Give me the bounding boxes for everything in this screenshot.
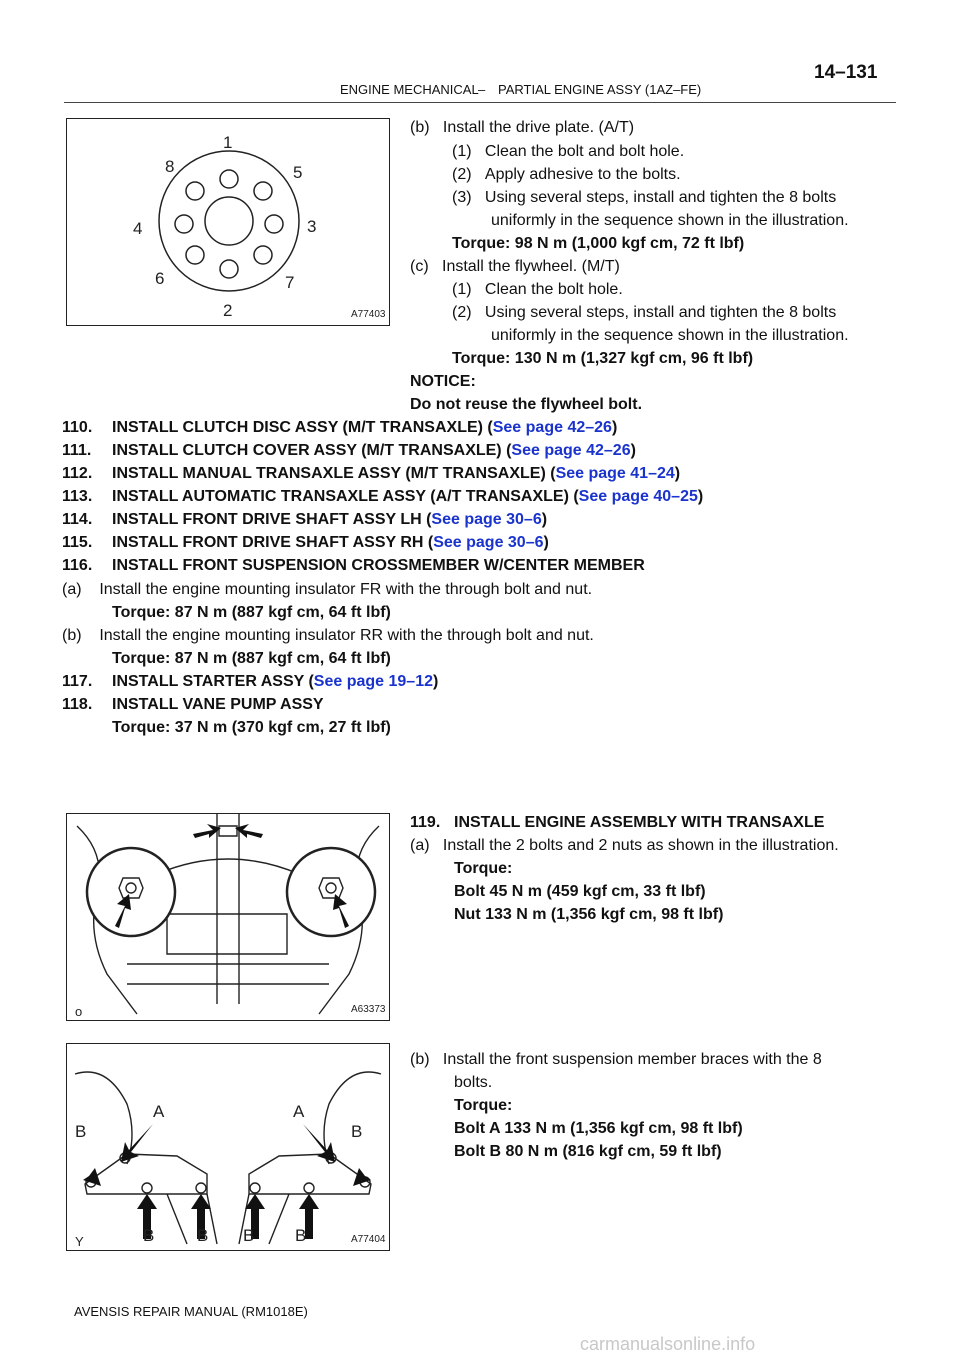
torque-drive-plate: Torque: 98 N m (1,000 kgf cm, 72 ft lbf) xyxy=(452,235,745,252)
step-119b-cont: bolts. xyxy=(454,1074,493,1091)
step-c-flywheel: (c) Install the flywheel. (M/T) xyxy=(410,258,620,275)
link-see-page-42-26[interactable]: See page 42–26 xyxy=(511,442,631,459)
label-bolt-b-1: B xyxy=(143,1226,155,1245)
step-111: INSTALL CLUTCH COVER ASSY (M/T TRANSAXLE) (See page 42–26) xyxy=(112,442,636,459)
label-bolt-a-left: A xyxy=(153,1102,165,1121)
step-117-num: 117. xyxy=(62,673,93,690)
torque-116a: Torque: 87 N m (887 kgf cm, 64 ft lbf) xyxy=(112,604,391,621)
step-b3: (3) Using several steps, install and tighten the 8 bolts xyxy=(452,189,837,206)
torque-119a-label: Torque: xyxy=(454,860,513,877)
header-dash: – xyxy=(478,82,486,97)
step-113: INSTALL AUTOMATIC TRANSAXLE ASSY (A/T TRANSAXLE) (See page 40–25) xyxy=(112,488,704,505)
torque-119b-label: Torque: xyxy=(454,1097,513,1114)
torque-119b-bolt-b: Bolt B 80 N m (816 kgf cm, 59 ft lbf) xyxy=(454,1143,722,1160)
step-113-num: 113. xyxy=(62,488,93,505)
step-119-title: INSTALL ENGINE ASSEMBLY WITH TRANSAXLE xyxy=(454,814,825,831)
bolt-label-7: 7 xyxy=(285,273,295,292)
figure-id: A77403 xyxy=(351,309,386,320)
figure-bolt-sequence xyxy=(66,118,390,326)
notice-text: Do not reuse the flywheel bolt. xyxy=(410,396,643,413)
step-b-drive-plate: (b) Install the drive plate. (A/T) xyxy=(410,119,635,136)
figure-corner-mark: o xyxy=(75,1004,83,1019)
step-110: INSTALL CLUTCH DISC ASSY (M/T TRANSAXLE) (See page 42–26) xyxy=(112,419,618,436)
label-bolt-b-left: B xyxy=(75,1122,87,1141)
step-c2: (2) Using several steps, install and tighten the 8 bolts xyxy=(452,304,837,321)
step-114: INSTALL FRONT DRIVE SHAFT ASSY LH (See page 30–6) xyxy=(112,511,548,528)
link-see-page-40-25[interactable]: See page 40–25 xyxy=(578,488,698,505)
bolt-label-1: 1 xyxy=(223,133,233,152)
figure-engine-mounting xyxy=(66,813,390,1021)
torque-118: Torque: 37 N m (370 kgf cm, 27 ft lbf) xyxy=(112,719,391,736)
step-118-title: INSTALL VANE PUMP ASSY xyxy=(112,696,324,713)
torque-flywheel: Torque: 130 N m (1,327 kgf cm, 96 ft lbf) xyxy=(452,350,754,367)
label-bolt-a-right: A xyxy=(293,1102,305,1121)
step-115: INSTALL FRONT DRIVE SHAFT ASSY RH (See page 30–6) xyxy=(112,534,549,551)
step-119a: (a) Install the 2 bolts and 2 nuts as shown in the illustration. xyxy=(410,837,839,854)
bolt-label-4: 4 xyxy=(133,219,143,238)
step-118-num: 118. xyxy=(62,696,93,713)
engine-mount-diagram xyxy=(67,814,389,1020)
header-rule xyxy=(64,102,896,103)
label-bolt-b-3: B xyxy=(243,1226,255,1245)
link-see-page-19-12[interactable]: See page 19–12 xyxy=(313,673,433,690)
step-119b: (b) Install the front suspension member braces with the 8 xyxy=(410,1051,822,1068)
step-112-num: 112. xyxy=(62,465,93,482)
link-see-page-42-26[interactable]: See page 42–26 xyxy=(492,419,612,436)
link-see-page-30-6[interactable]: See page 30–6 xyxy=(431,511,542,528)
page-number: 14–131 xyxy=(814,62,878,83)
figure-suspension-braces xyxy=(66,1043,390,1251)
step-c1: (1) Clean the bolt hole. xyxy=(452,281,623,298)
step-111-num: 111. xyxy=(62,442,92,459)
step-112: INSTALL MANUAL TRANSAXLE ASSY (M/T TRANSAXLE) (See page 41–24) xyxy=(112,465,681,482)
figure-id: A77404 xyxy=(351,1234,386,1245)
step-b1: (1) Clean the bolt and bolt hole. xyxy=(452,143,685,160)
label-bolt-b-2: B xyxy=(197,1226,209,1245)
figure-id: A63373 xyxy=(351,1004,386,1015)
step-119-num: 119. xyxy=(410,814,441,831)
footer: AVENSIS REPAIR MANUAL (RM1018E) xyxy=(74,1304,308,1319)
link-see-page-41-24[interactable]: See page 41–24 xyxy=(555,465,675,482)
bolt-label-2: 2 xyxy=(223,301,233,320)
step-110-num: 110. xyxy=(62,419,93,436)
notice-label: NOTICE: xyxy=(410,373,476,390)
torque-119a-nut: Nut 133 N m (1,356 kgf cm, 98 ft lbf) xyxy=(454,906,724,923)
step-114-num: 114. xyxy=(62,511,93,528)
torque-116b: Torque: 87 N m (887 kgf cm, 64 ft lbf) xyxy=(112,650,391,667)
step-b3-cont: uniformly in the sequence shown in the illustration. xyxy=(491,212,849,229)
suspension-brace-diagram xyxy=(67,1044,389,1250)
step-116a: (a) Install the engine mounting insulator FR with the through bolt and nut. xyxy=(62,581,593,598)
step-b2: (2) Apply adhesive to the bolts. xyxy=(452,166,681,183)
torque-119a-bolt: Bolt 45 N m (459 kgf cm, 33 ft lbf) xyxy=(454,883,706,900)
bolt-label-5: 5 xyxy=(293,163,303,182)
step-116-num: 116. xyxy=(62,557,93,574)
bolt-label-6: 6 xyxy=(155,269,165,288)
torque-119b-bolt-a: Bolt A 133 N m (1,356 kgf cm, 98 ft lbf) xyxy=(454,1120,743,1137)
link-see-page-30-6[interactable]: See page 30–6 xyxy=(433,534,544,551)
label-bolt-b-right: B xyxy=(351,1122,363,1141)
step-c2-cont: uniformly in the sequence shown in the illustration. xyxy=(491,327,849,344)
bolt-label-8: 8 xyxy=(165,157,175,176)
header-section: ENGINE MECHANICAL xyxy=(340,82,479,97)
header-subsection: PARTIAL ENGINE ASSY (1AZ–FE) xyxy=(498,82,702,97)
step-115-num: 115. xyxy=(62,534,93,551)
figure-corner-mark: Y xyxy=(75,1234,84,1249)
step-116b: (b) Install the engine mounting insulator RR with the through bolt and nut. xyxy=(62,627,594,644)
label-bolt-b-4: B xyxy=(295,1226,307,1245)
step-117: INSTALL STARTER ASSY (See page 19–12) xyxy=(112,673,439,690)
bolt-label-3: 3 xyxy=(307,217,317,236)
watermark: carmanualsonline.info xyxy=(580,1334,756,1354)
step-116-title: INSTALL FRONT SUSPENSION CROSSMEMBER W/CENTER MEMBER xyxy=(112,557,645,574)
